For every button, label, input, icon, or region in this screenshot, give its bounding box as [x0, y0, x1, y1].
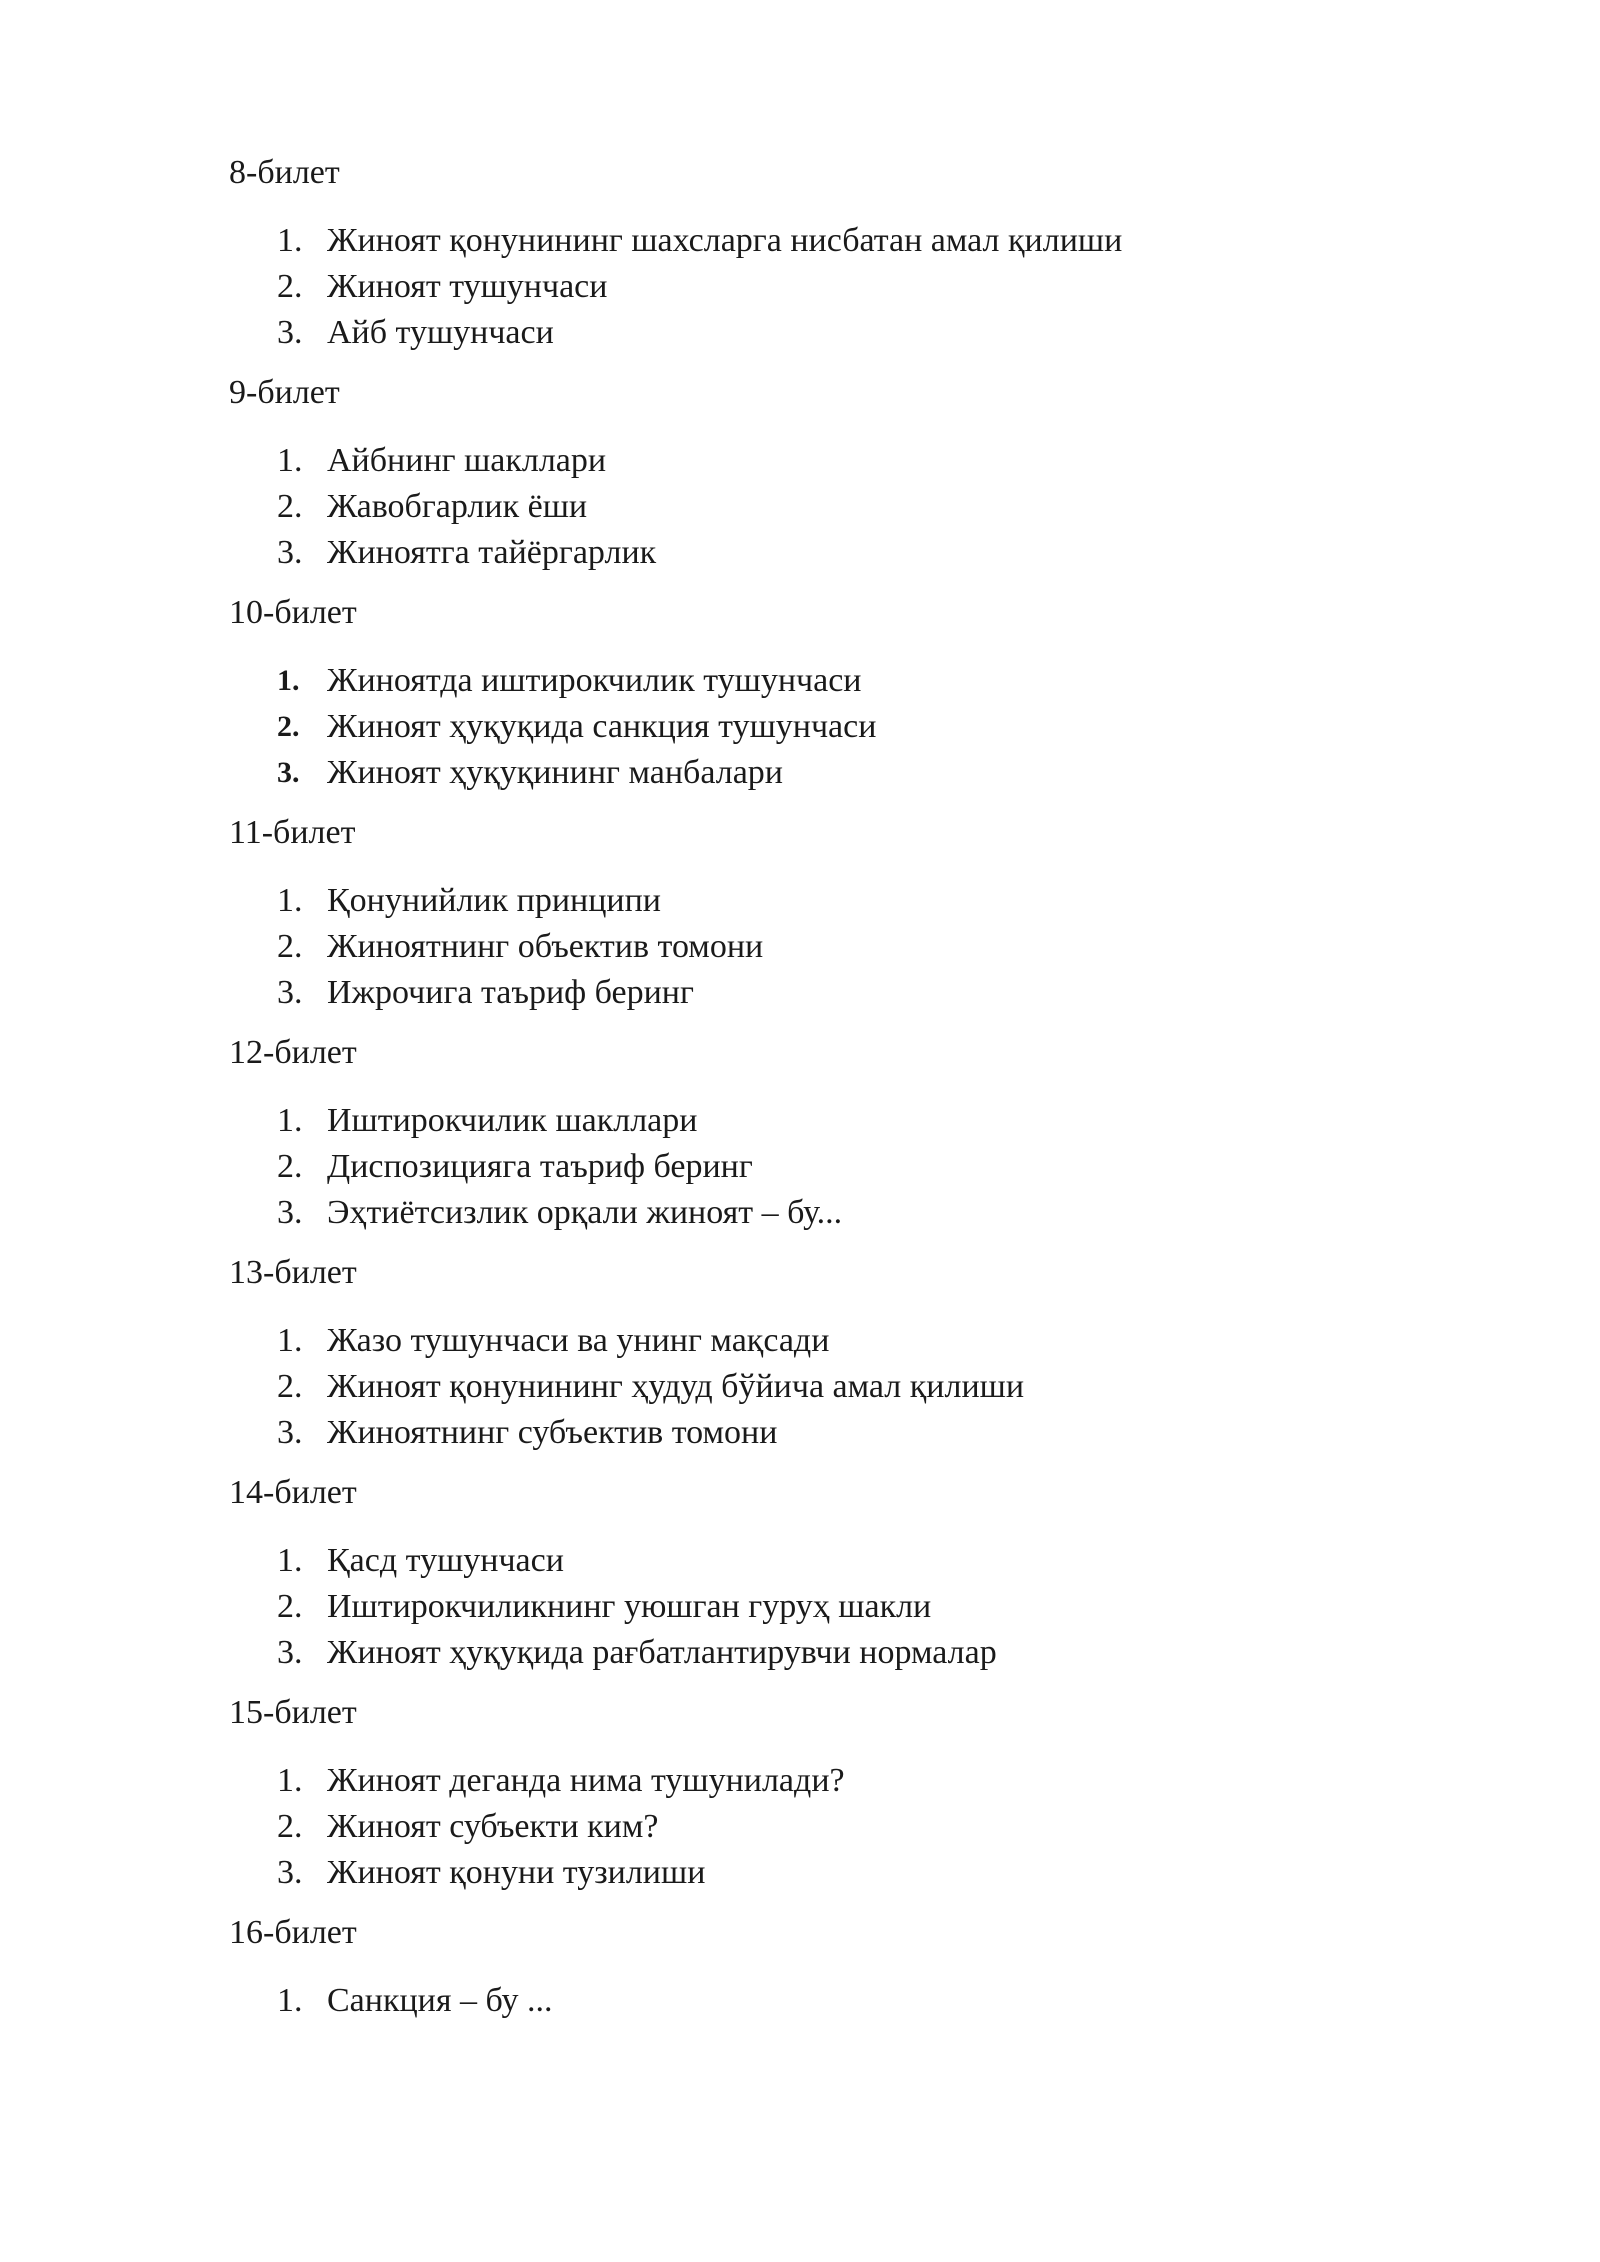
- question-text: Жиноят қонунининг ҳудуд бўйича амал қилиши: [327, 1368, 1025, 1405]
- question-list: [229, 1098, 1600, 1236]
- question-text: Қасд тушунчаси: [327, 1542, 564, 1579]
- question-item: [277, 1098, 1600, 1144]
- question-text: Жиноятда иштирокчилик тушунчаси: [327, 662, 862, 699]
- question-item: [277, 438, 1600, 484]
- ticket-section: [229, 370, 1600, 576]
- ticket-section: [229, 1250, 1600, 1456]
- question-number: 3.: [277, 756, 300, 789]
- question-number: 3.: [277, 1634, 303, 1671]
- question-text: Жиноят деганда нима тушунилади?: [327, 1762, 845, 1799]
- question-list: [229, 1538, 1600, 1676]
- question-number: 1.: [277, 222, 303, 259]
- question-list: [229, 1758, 1600, 1896]
- question-text: Жавобгарлик ёши: [327, 488, 588, 525]
- question-item: [277, 310, 1600, 356]
- ticket-section: [229, 810, 1600, 1016]
- question-item: [277, 1190, 1600, 1236]
- question-text: Эҳтиётсизлик орқали жиноят – бу...: [327, 1194, 843, 1231]
- question-number: 1.: [277, 442, 303, 479]
- question-number: 3.: [277, 314, 303, 351]
- question-number: 3.: [277, 1194, 303, 1231]
- question-item: [277, 218, 1600, 264]
- question-number: 2.: [277, 1368, 303, 1405]
- question-list: [229, 438, 1600, 576]
- question-text: Жиноят қонунининг шахсларга нисбатан амал қилиши: [327, 222, 1123, 259]
- question-number: 3.: [277, 534, 303, 571]
- question-text: Ижрочига таъриф беринг: [327, 974, 694, 1011]
- question-number: 3.: [277, 974, 303, 1011]
- question-item: [277, 1538, 1600, 1584]
- ticket-section: [229, 1690, 1600, 1896]
- question-number: 2.: [277, 928, 303, 965]
- question-text: Жазо тушунчаси ва унинг мақсади: [327, 1322, 830, 1359]
- question-item: [277, 1850, 1600, 1896]
- question-item: [277, 704, 1600, 750]
- question-item: [277, 658, 1600, 704]
- ticket-title: 15-билет: [229, 1694, 357, 1731]
- question-item: [277, 1318, 1600, 1364]
- question-list: [229, 878, 1600, 1016]
- question-item: [277, 750, 1600, 796]
- question-number: 3.: [277, 1414, 303, 1451]
- question-text: Жиноятнинг субъектив томони: [327, 1414, 778, 1451]
- question-number: 1.: [277, 882, 303, 919]
- ticket-section: [229, 150, 1600, 356]
- question-item: [277, 1804, 1600, 1850]
- question-number: 2.: [277, 1148, 303, 1185]
- ticket-title: 8-билет: [229, 154, 340, 191]
- question-text: Иштирокчилик шакллари: [327, 1102, 698, 1139]
- ticket-title: 13-билет: [229, 1254, 357, 1291]
- question-text: Жиноят ҳуқуқида санкция тушунчаси: [327, 708, 877, 745]
- ticket-title: 12-билет: [229, 1034, 357, 1071]
- question-text: Диспозицияга таъриф беринг: [327, 1148, 753, 1185]
- question-item: [277, 264, 1600, 310]
- question-text: Айб тушунчаси: [327, 314, 554, 351]
- question-text: Жиноят тушунчаси: [327, 268, 608, 305]
- question-item: [277, 878, 1600, 924]
- question-text: Айбнинг шакллари: [327, 442, 607, 479]
- question-list: [229, 1978, 1600, 2024]
- ticket-title: 16-билет: [229, 1914, 357, 1951]
- question-text: Жиноят қонуни тузилиши: [327, 1854, 706, 1891]
- question-list: [229, 218, 1600, 356]
- question-number: 2.: [277, 268, 303, 305]
- question-item: [277, 970, 1600, 1016]
- question-item: [277, 530, 1600, 576]
- question-text: Жиноятга тайёргарлик: [327, 534, 657, 571]
- question-text: Жиноят ҳуқуқининг манбалари: [327, 754, 783, 791]
- question-text: Жиноят ҳуқуқида рағбатлантирувчи нормалар: [327, 1634, 997, 1671]
- ticket-section: [229, 590, 1600, 796]
- question-number: 1.: [277, 664, 300, 697]
- question-item: [277, 1758, 1600, 1804]
- question-number: 3.: [277, 1854, 303, 1891]
- question-number: 1.: [277, 1542, 303, 1579]
- question-list: [229, 1318, 1600, 1456]
- question-text: Санкция – бу ...: [327, 1982, 553, 2019]
- question-number: 2.: [277, 1588, 303, 1625]
- ticket-title: 11-билет: [229, 814, 356, 851]
- question-text: Иштирокчиликнинг уюшган гуруҳ шакли: [327, 1588, 932, 1625]
- question-item: [277, 1364, 1600, 1410]
- question-number: 2.: [277, 710, 300, 743]
- ticket-section: [229, 1470, 1600, 1676]
- ticket-title: 10-билет: [229, 594, 357, 631]
- ticket-section: [229, 1030, 1600, 1236]
- question-item: [277, 1144, 1600, 1190]
- question-number: 2.: [277, 1808, 303, 1845]
- question-item: [277, 1630, 1600, 1676]
- question-item: [277, 484, 1600, 530]
- question-number: 2.: [277, 488, 303, 525]
- question-list: [229, 658, 1600, 796]
- question-number: 1.: [277, 1762, 303, 1799]
- question-item: [277, 924, 1600, 970]
- question-text: Жиноят субъекти ким?: [327, 1808, 659, 1845]
- question-item: [277, 1978, 1600, 2024]
- ticket-title: 14-билет: [229, 1474, 357, 1511]
- question-text: Жиноятнинг объектив томони: [327, 928, 764, 965]
- ticket-title: 9-билет: [229, 374, 340, 411]
- question-number: 1.: [277, 1982, 303, 2019]
- question-item: [277, 1584, 1600, 1630]
- ticket-section: [229, 1910, 1600, 2024]
- question-number: 1.: [277, 1322, 303, 1359]
- question-text: Қонунийлик принципи: [327, 882, 662, 919]
- question-number: 1.: [277, 1102, 303, 1139]
- question-item: [277, 1410, 1600, 1456]
